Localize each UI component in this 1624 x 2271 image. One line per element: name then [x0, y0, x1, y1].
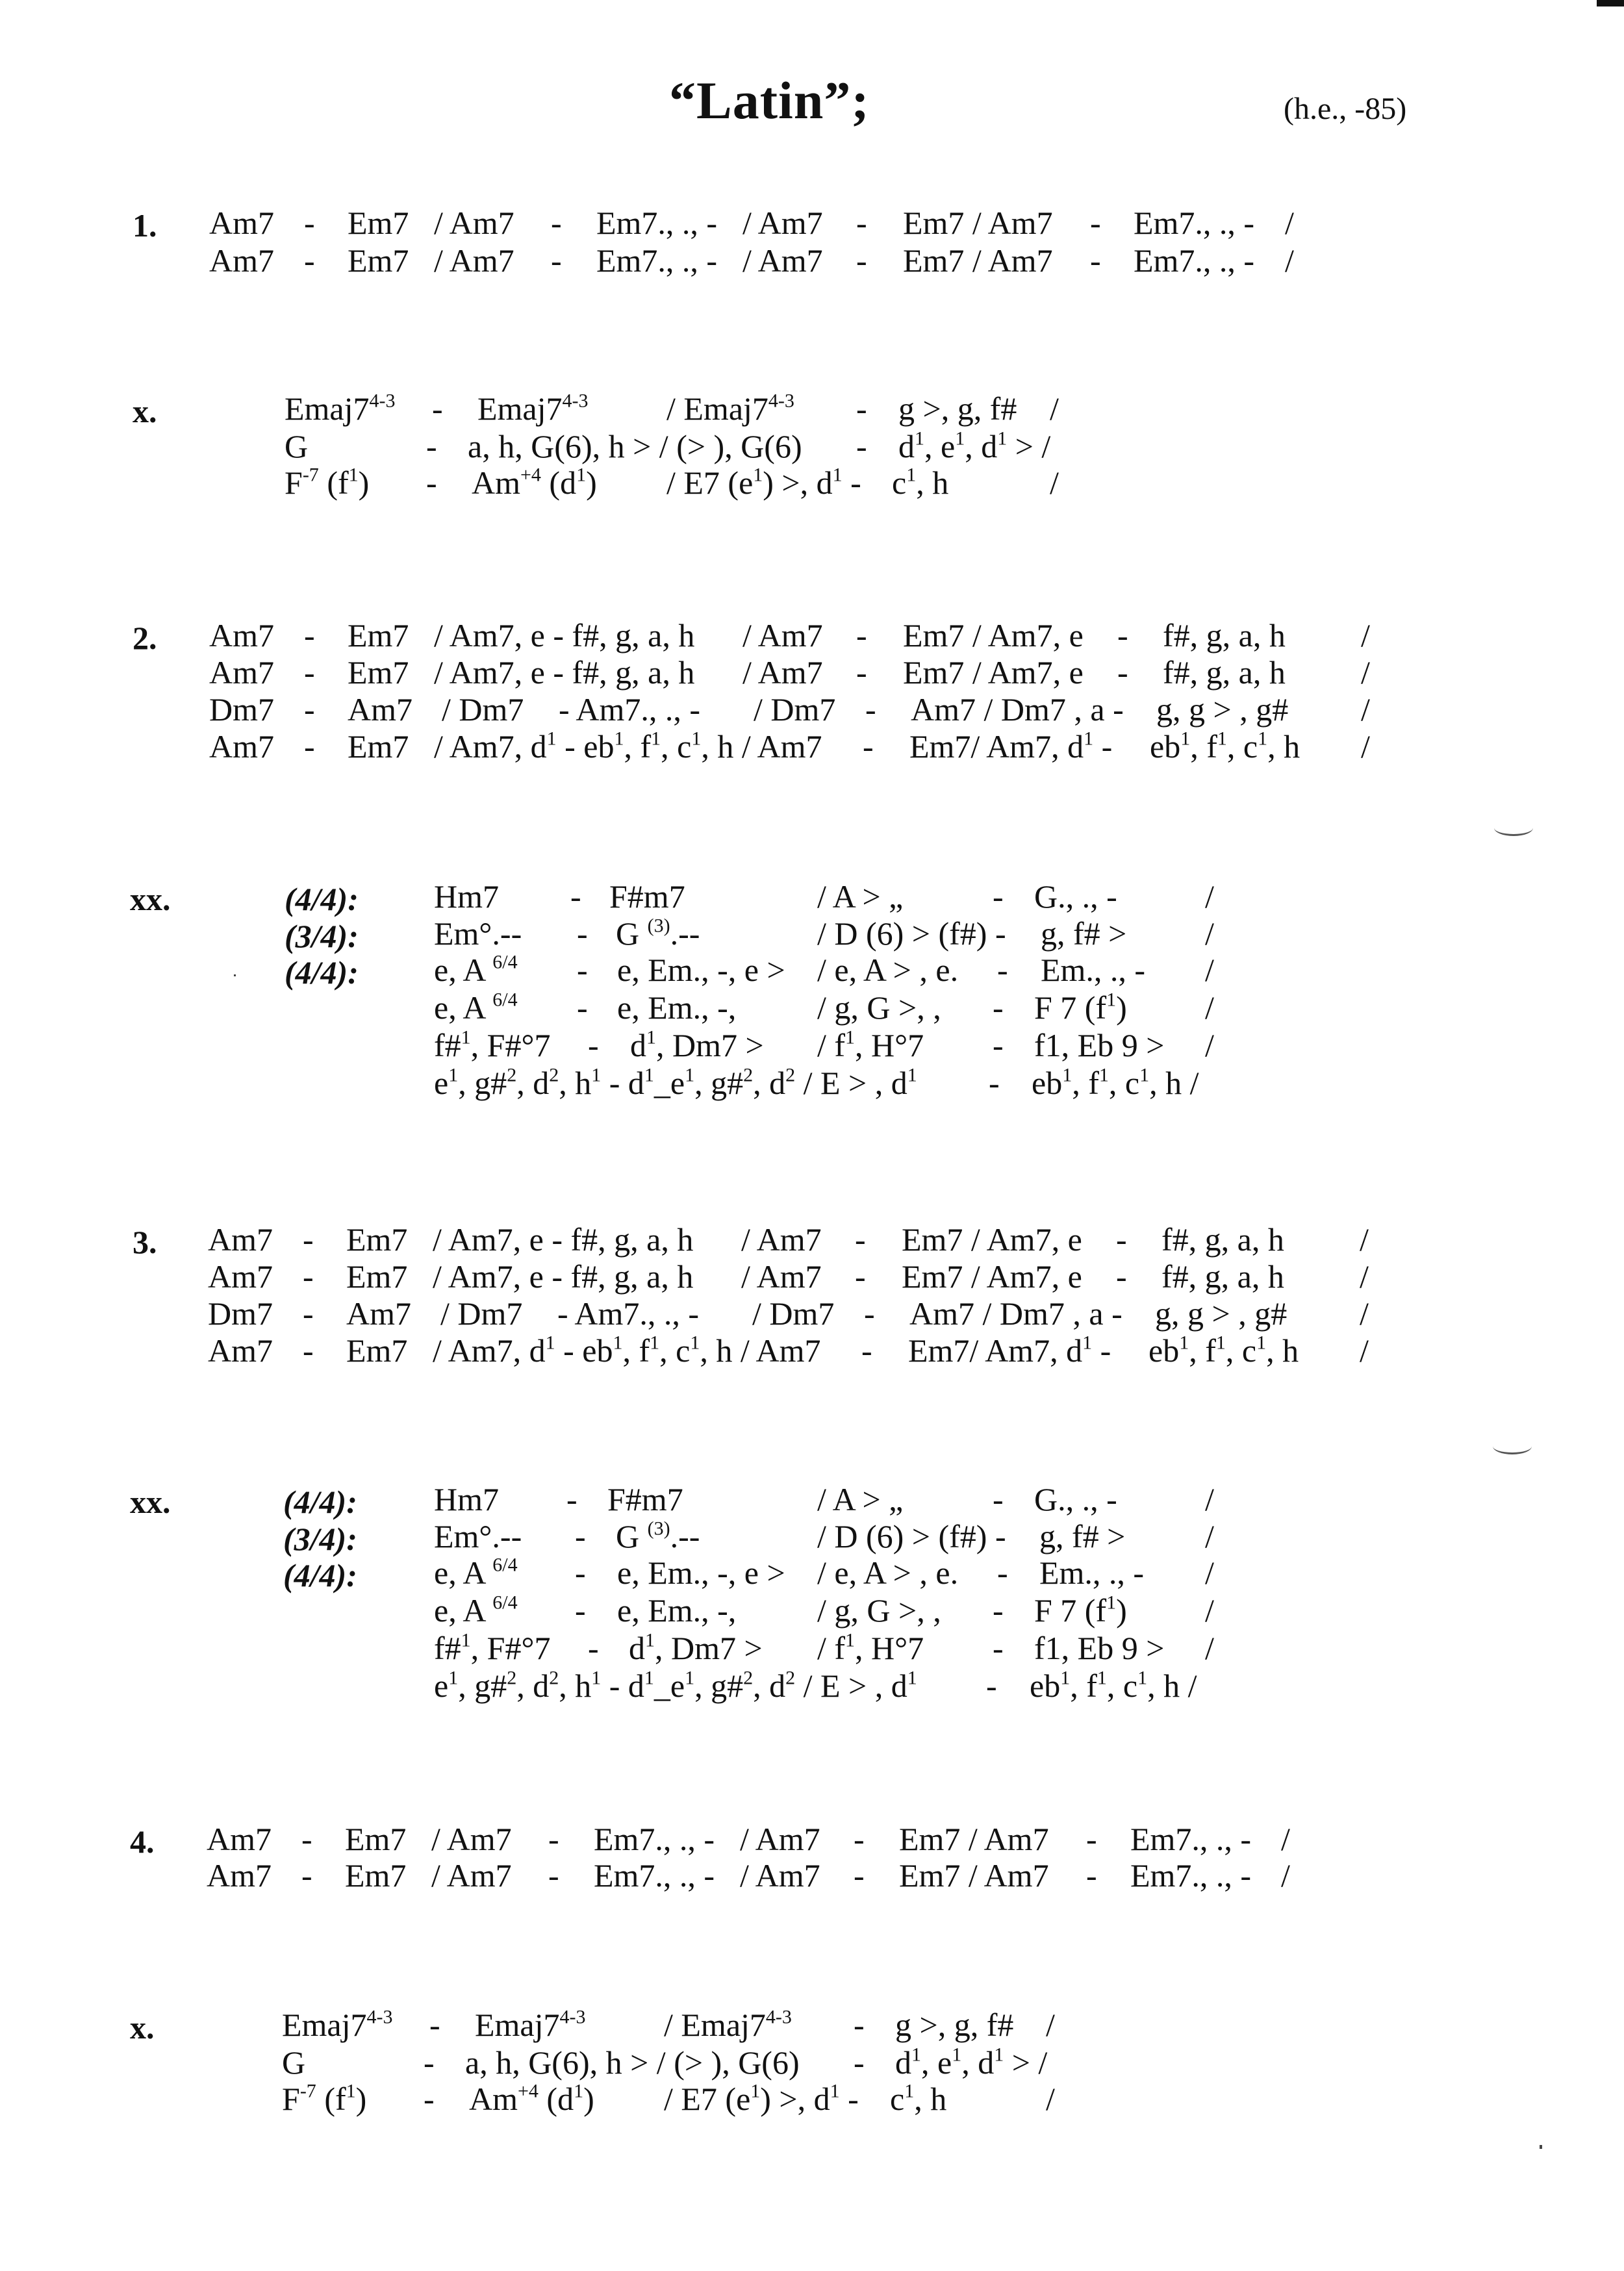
punch-hole-mark	[1494, 820, 1533, 836]
time-signature: (4/4):	[285, 881, 359, 917]
section-number-1: 1.	[133, 207, 157, 244]
time-signature: (4/4):	[283, 1484, 357, 1520]
punch-hole-mark	[1493, 1438, 1532, 1454]
scan-speck	[234, 974, 236, 976]
scan-speck	[1540, 2145, 1542, 2149]
time-signature: (4/4):	[283, 1557, 357, 1593]
time-signature: (3/4):	[283, 1521, 357, 1557]
time-signature: (3/4):	[285, 918, 359, 954]
author-note: (h.e., -85)	[1284, 92, 1407, 126]
section-number-x: x.	[130, 2009, 155, 2046]
page-title: “Latin”;	[669, 71, 870, 130]
section-number-xx: xx.	[130, 881, 171, 917]
section-number-2: 2.	[133, 620, 157, 656]
time-signature: (4/4):	[285, 954, 359, 991]
section-number-3: 3.	[133, 1224, 157, 1260]
section-number-xx: xx.	[130, 1484, 171, 1520]
edge-mark	[1597, 0, 1624, 6]
section-number-4: 4.	[130, 1823, 155, 1860]
section-number-x: x.	[133, 393, 157, 429]
